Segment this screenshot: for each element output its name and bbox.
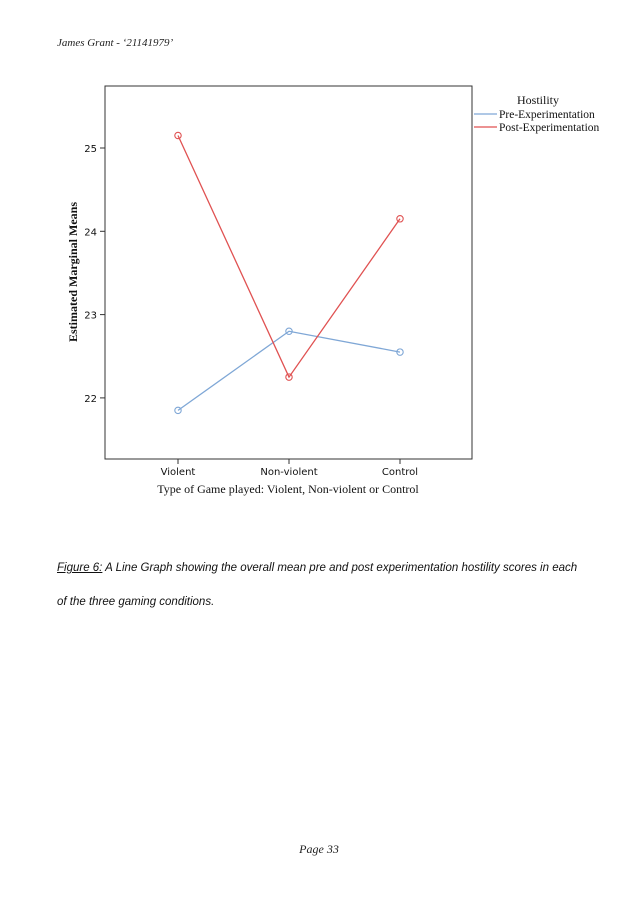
legend-label-pre-experimentation: Pre-Experimentation (499, 109, 595, 121)
legend-label-post-experimentation: Post-Experimentation (499, 122, 600, 134)
y-tick-label: 22 (84, 393, 97, 405)
legend (474, 93, 600, 134)
x-axis (161, 459, 418, 478)
figure-caption (57, 551, 587, 619)
y-tick-label: 25 (84, 144, 97, 155)
caption-text: A Line Graph showing the overall mean pre and post experimentation hostility scores in each of the three gaming conditions. (57, 562, 578, 608)
y-axis (84, 144, 105, 405)
y-tick-label: 24 (84, 227, 97, 239)
figure-label: Figure 6: (57, 562, 103, 574)
running-header: James Grant - ‘21141979’ (57, 37, 174, 49)
y-axis-label: Estimated Marginal Means (66, 202, 80, 342)
series-line-post-experimentation (178, 136, 400, 378)
x-tick-label: Violent (160, 467, 196, 478)
x-tick-label: Non-violent (260, 467, 318, 478)
series-line-pre-experimentation (178, 331, 400, 410)
series-layer (175, 132, 403, 413)
x-axis-label: Type of Game played: Violent, Non-violent or Control (157, 482, 419, 496)
x-tick-label: Control (381, 467, 419, 478)
y-tick-label: 23 (84, 310, 97, 322)
legend-title: Hostility (517, 93, 560, 107)
plot-frame (105, 86, 472, 459)
page-number: Page 33 (299, 842, 339, 856)
